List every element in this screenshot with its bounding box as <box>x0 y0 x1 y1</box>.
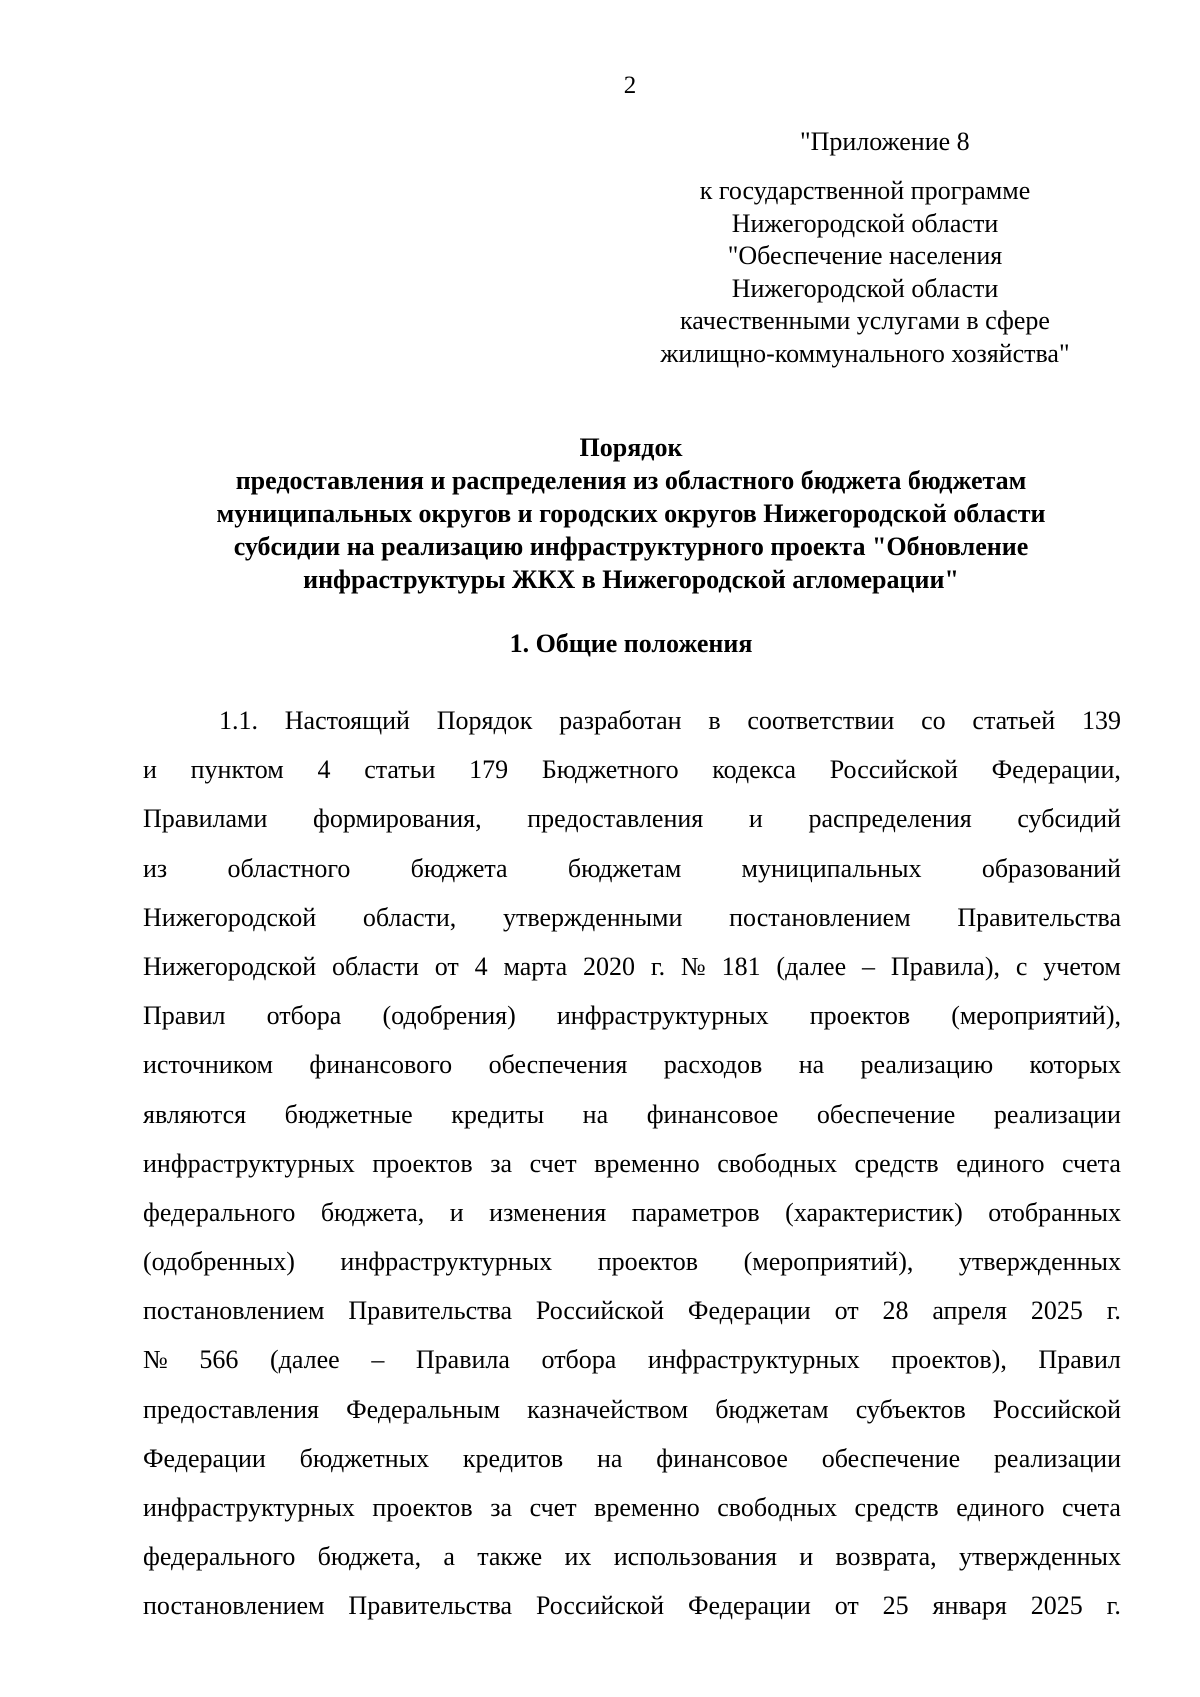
body-line: предоставления Федеральным казначейством бюджетам субъектов Российской <box>143 1394 1121 1424</box>
document-title-line: муниципальных округов и городских округов Нижегородской области <box>216 499 1046 528</box>
document-title-line: предоставления и распределения из областного бюджета бюджетам <box>235 466 1027 495</box>
body-line: являются бюджетные кредиты на финансовое обеспечение реализации <box>143 1099 1121 1129</box>
body-line: и пунктом 4 статьи 179 Бюджетного кодекса Российской Федерации, <box>143 755 1121 785</box>
appendix-line: жилищно-коммунального хозяйства" <box>660 338 1070 368</box>
body-line: Федерации бюджетных кредитов на финансовое обеспечение реализации <box>143 1443 1121 1473</box>
appendix-line: Нижегородской области <box>731 273 999 303</box>
body-line: (одобренных) инфраструктурных проектов (мероприятий), утвержденных <box>143 1247 1121 1277</box>
body-line: источником финансового обеспечения расходов на реализацию которых <box>143 1050 1121 1080</box>
document-title <box>140 431 1122 596</box>
body-line: постановлением Правительства Российской Федерации от 25 января 2025 г. <box>143 1591 1121 1621</box>
document-title-line: Порядок <box>579 433 683 462</box>
appendix-line: Нижегородской области <box>731 208 999 238</box>
body-line: инфраструктурных проектов за счет временно свободных средств единого счета <box>143 1148 1121 1178</box>
body-line: инфраструктурных проектов за счет временно свободных средств единого счета <box>143 1493 1121 1522</box>
appendix-title: "Приложение 8 <box>800 127 970 156</box>
section-heading: 1. Общие положения <box>509 629 753 658</box>
appendix-line: качественными услугами в сфере <box>680 306 1050 335</box>
page-number: 2 <box>623 72 637 99</box>
body-line: постановлением Правительства Российской Федерации от 28 апреля 2025 г. <box>143 1296 1121 1326</box>
body-line: федерального бюджета, и изменения параметров (характеристик) отобранных <box>143 1197 1121 1227</box>
body-line: федерального бюджета, а также их использования и возврата, утвержденных <box>143 1542 1121 1572</box>
appendix-block <box>630 175 1100 370</box>
body-text <box>143 696 1121 1631</box>
document-title-line: инфраструктуры ЖКХ в Нижегородской агломерации" <box>303 565 959 594</box>
body-line: Нижегородской области от 4 марта 2020 г. № 181 (далее – Правила), с учетом <box>143 951 1121 981</box>
body-line: Правил отбора (одобрения) инфраструктурных проектов (мероприятий), <box>143 1001 1121 1031</box>
appendix-line: "Обеспечение населения <box>727 241 1003 270</box>
body-line: 1.1. Настоящий Порядок разработан в соответствии со статьей 139 <box>219 706 1121 735</box>
body-line: Нижегородской области, утвержденными постановлением Правительства <box>143 902 1121 932</box>
appendix-line: к государственной программе <box>699 176 1031 205</box>
body-line: № 566 (далее – Правила отбора инфраструктурных проектов), Правил <box>143 1345 1121 1375</box>
body-line: Правилами формирования, предоставления и распределения субсидий <box>143 804 1121 834</box>
document-title-line: субсидии на реализацию инфраструктурного проекта "Обновление <box>233 532 1029 561</box>
body-line: из областного бюджета бюджетам муниципальных образований <box>143 853 1121 883</box>
